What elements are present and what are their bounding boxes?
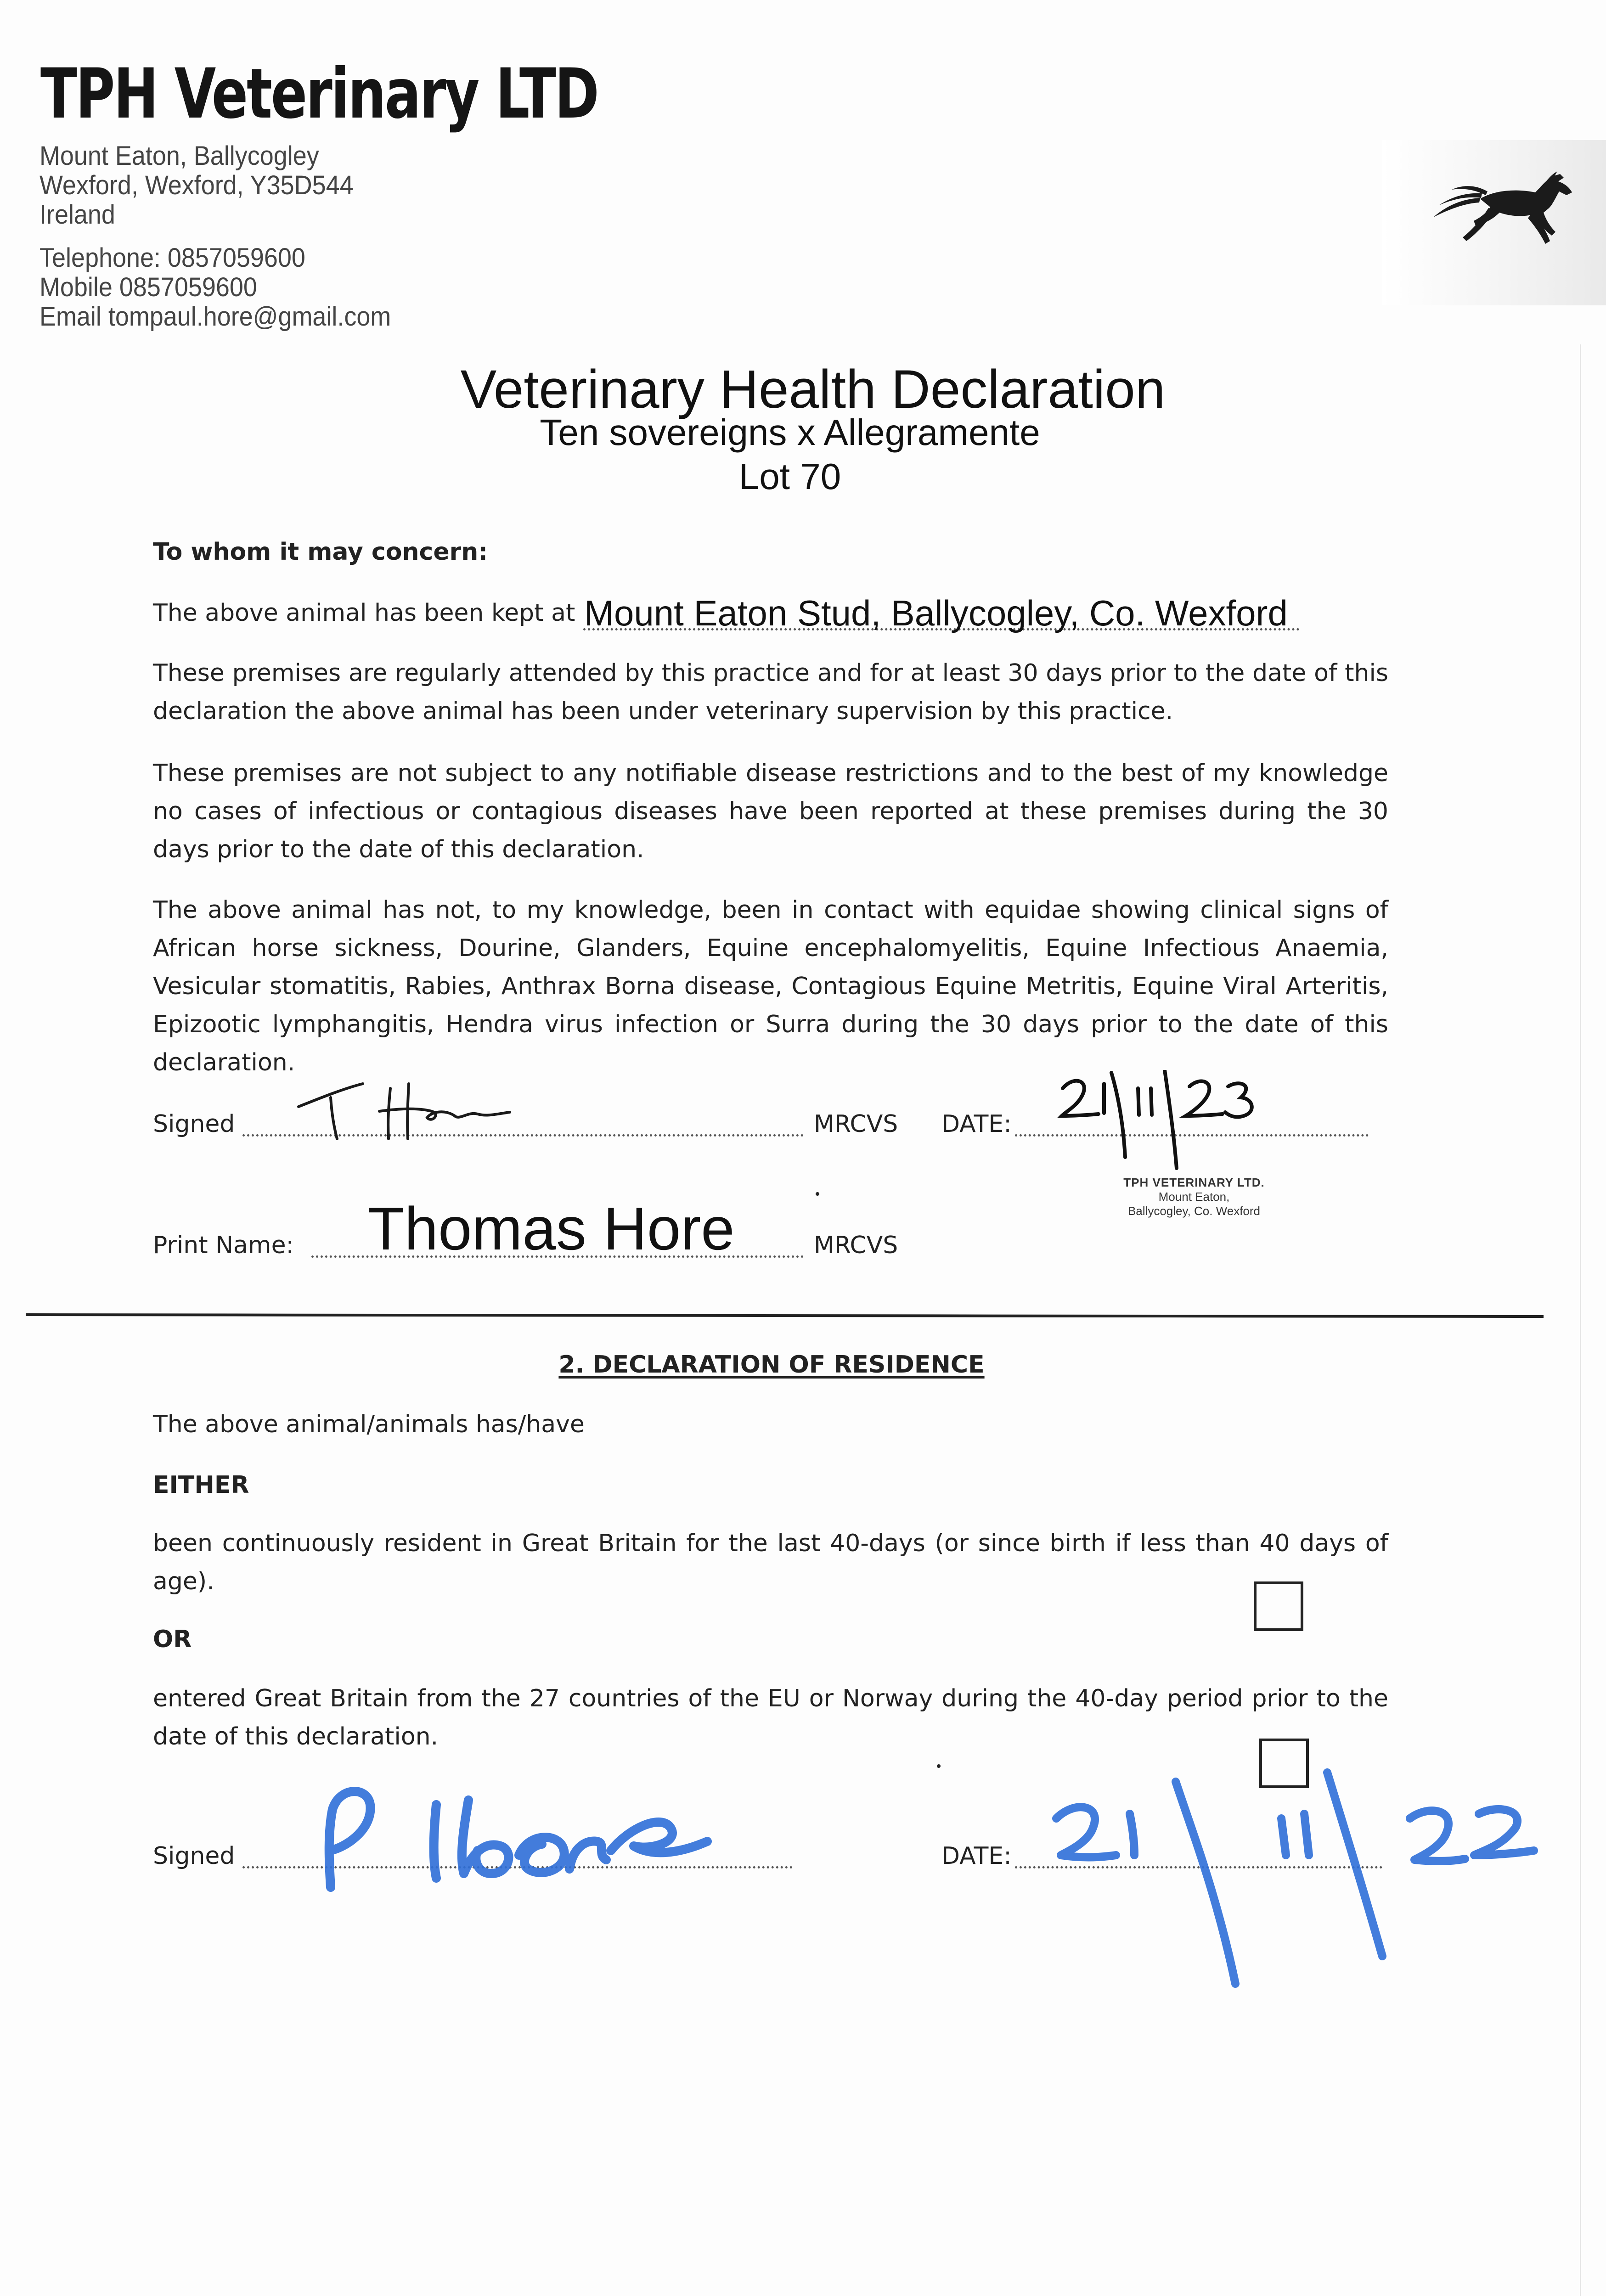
email-line: Email tompaul.hore@gmail.com xyxy=(39,302,391,332)
stamp-line-2: Mount Eaton, xyxy=(1158,1190,1230,1204)
either-label: EITHER xyxy=(153,1471,249,1499)
document-title: Veterinary Health Declaration xyxy=(460,359,1166,420)
paragraph-contact: The above animal has not, to my knowledge, been in contact with equidae showing clinical signs of African horse sickness, Dourine, Glanders, Equine encephalomyelitis, Equine Infectious Anaemia, Vesicular stomatitis, Rabies, Anthrax Borna disease, Contagious Equine Metritis, Equine Viral Arteritis, Epizootic lymphangitis, Hendra virus infection or Surra during the 30 days prior to the date of this declaration. xyxy=(153,896,1388,1076)
or-label: OR xyxy=(153,1626,192,1653)
document-subtitle: Ten sovereigns x Allegramente xyxy=(540,412,1040,453)
mrcvs-label: MRCVS xyxy=(814,1110,898,1138)
kept-at-value: Mount Eaton Stud, Ballycogley, Co. Wexford xyxy=(584,593,1288,633)
address-line-2: Wexford, Wexford, Y35D544 xyxy=(39,170,354,200)
stamp-line-3: Ballycogley, Co. Wexford xyxy=(1127,1204,1261,1218)
vet-date-handwritten xyxy=(1056,1070,1268,1173)
salutation: To whom it may concern: xyxy=(153,538,488,566)
logo-panel xyxy=(1382,140,1606,305)
print-name-label: Print Name: xyxy=(153,1232,294,1259)
telephone-line: Telephone: 0857059600 xyxy=(39,243,305,273)
running-horse-icon xyxy=(1426,154,1578,255)
vet-signature xyxy=(294,1070,514,1146)
paragraph-supervision: These premises are regularly attended by this practice and for at least 30 days prior to the date of this declaration the above animal has been under veterinary supervision by this practice. xyxy=(153,659,1388,725)
address-line-1: Mount Eaton, Ballycogley xyxy=(39,141,319,171)
kept-at-label: The above animal has been kept at xyxy=(153,599,575,627)
section2-date-label: DATE: xyxy=(941,1842,1012,1870)
date-label: DATE: xyxy=(941,1110,1012,1138)
print-name-value: Thomas Hore xyxy=(367,1195,735,1262)
lot-number: Lot 70 xyxy=(738,456,841,497)
option1-text: been continuously resident in Great Britain for the last 40-days (or since birth if less than 40 days of age). xyxy=(153,1530,1388,1595)
section2-heading: 2. DECLARATION OF RESIDENCE xyxy=(558,1351,985,1379)
address-line-3: Ireland xyxy=(39,200,115,230)
company-name: TPH Veterinary LTD xyxy=(40,54,598,134)
owner-date-handwritten xyxy=(1042,1763,1548,2004)
page-edge-line xyxy=(1580,344,1581,2296)
owner-signature xyxy=(312,1759,726,1908)
mobile-line: Mobile 0857059600 xyxy=(39,272,257,302)
option1-checkbox[interactable] xyxy=(1254,1581,1303,1631)
paragraph-restrictions: These premises are not subject to any notifiable disease restrictions and to the best of my knowledge no cases of infectious or contagious diseases have been reported at these premises during the 30 days prior to the date of this declaration. xyxy=(153,760,1388,863)
section2-signed-label: Signed xyxy=(153,1842,235,1870)
section-divider xyxy=(26,1313,1544,1318)
ink-dot xyxy=(816,1192,819,1196)
option2-text: entered Great Britain from the 27 countries of the EU or Norway during the 40-day period prior to the date of this declaration. xyxy=(153,1685,1388,1750)
ink-dot-2 xyxy=(937,1764,941,1768)
section2-intro: The above animal/animals has/have xyxy=(153,1411,585,1438)
practice-stamp xyxy=(1093,1176,1295,1218)
print-name-mrcvs-label: MRCVS xyxy=(814,1232,898,1259)
stamp-line-1: TPH VETERINARY LTD. xyxy=(1123,1176,1265,1189)
signed-label: Signed xyxy=(153,1110,235,1138)
